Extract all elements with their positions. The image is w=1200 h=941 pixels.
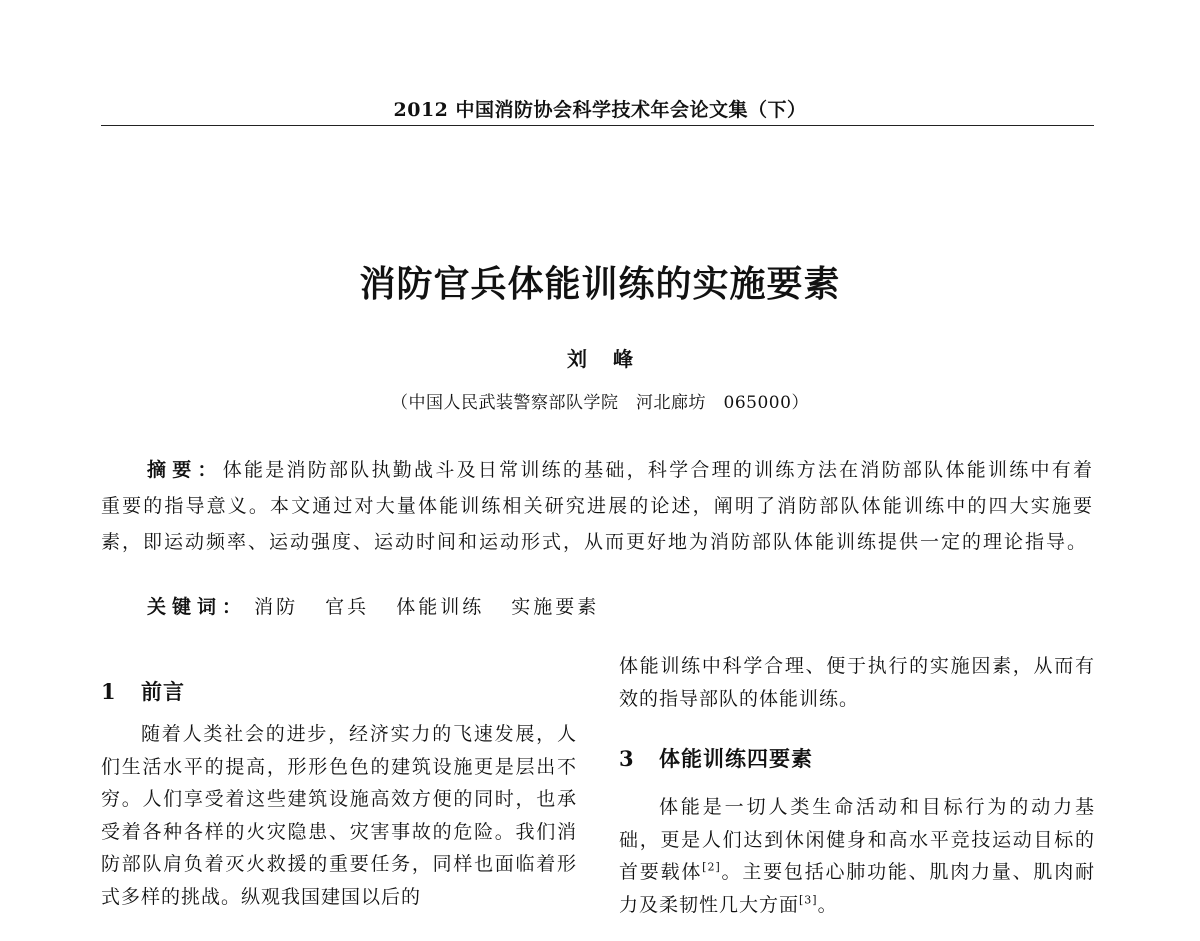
header-rule xyxy=(101,125,1094,126)
continued-paragraph: 体能训练中科学合理、便于执行的实施因素，从而有效的指导部队的体能训练。 xyxy=(619,655,1095,710)
author-affiliation: （中国人民武装警察部队学院 河北廊坊 065000） xyxy=(391,393,809,413)
keyword: 官兵 xyxy=(325,596,370,618)
right-column xyxy=(619,650,1095,922)
section-number: 1 xyxy=(101,679,117,704)
paper-title: 消防官兵体能训练的实施要素 xyxy=(359,263,841,305)
section-heading-1 xyxy=(101,670,577,714)
keyword: 实施要素 xyxy=(511,596,600,618)
keywords xyxy=(147,592,619,622)
abstract-text: 体能是消防部队执勤战斗及日常训练的基础，科学合理的训练方法在消防部队体能训练中有着重要的指导意义。本文通过对大量体能训练相关研究进展的论述，阐明了消防部队体能训练中的四大实施要素，即运动频率、运动强度、运动时间和运动形式，从而更好地为消防部队体能训练提供一定的理论指导。 xyxy=(101,459,1094,553)
citation-ref: [2] xyxy=(702,861,721,875)
author-name: 刘峰 xyxy=(567,347,659,371)
section-number: 3 xyxy=(619,746,635,772)
paragraph-text: 体能是一切人类生命活动和目标行为的动力基础，更是人们达到休闲健身和高水平竞技运动目标的首要载体 xyxy=(619,796,1095,884)
introduction-paragraph: 随着人类社会的进步，经济实力的飞速发展，人们生活水平的提高，形形色色的建筑设施更是层出不穷。人们享受着这些建筑设施高效方便的同时，也承受着各种各样的火灾隐患、灾害事故的危险。我们消防部队肩负着灭火救援的重要任务，同样也面临着形式多样的挑战。纵观我国建国以后的 xyxy=(101,723,577,908)
section-title: 前言 xyxy=(141,679,185,704)
citation-ref: [3] xyxy=(799,893,818,907)
left-column xyxy=(101,650,577,914)
section-title: 体能训练四要素 xyxy=(659,746,813,772)
keyword: 消防 xyxy=(254,596,299,618)
abstract-label: 摘要： xyxy=(147,459,223,481)
section-heading-3 xyxy=(619,737,1095,781)
abstract xyxy=(101,452,1094,560)
paragraph-text: 。主要包括心肺功能、肌肉力量、肌肉耐力及柔韧性几大方面 xyxy=(619,861,1095,916)
paragraph-text: 。 xyxy=(817,893,838,916)
keywords-label: 关键词： xyxy=(147,596,248,618)
keyword: 体能训练 xyxy=(396,596,485,618)
running-header: 2012 中国消防协会科学技术年会论文集（下） xyxy=(393,99,807,121)
physical-fitness-paragraph xyxy=(619,791,1095,921)
